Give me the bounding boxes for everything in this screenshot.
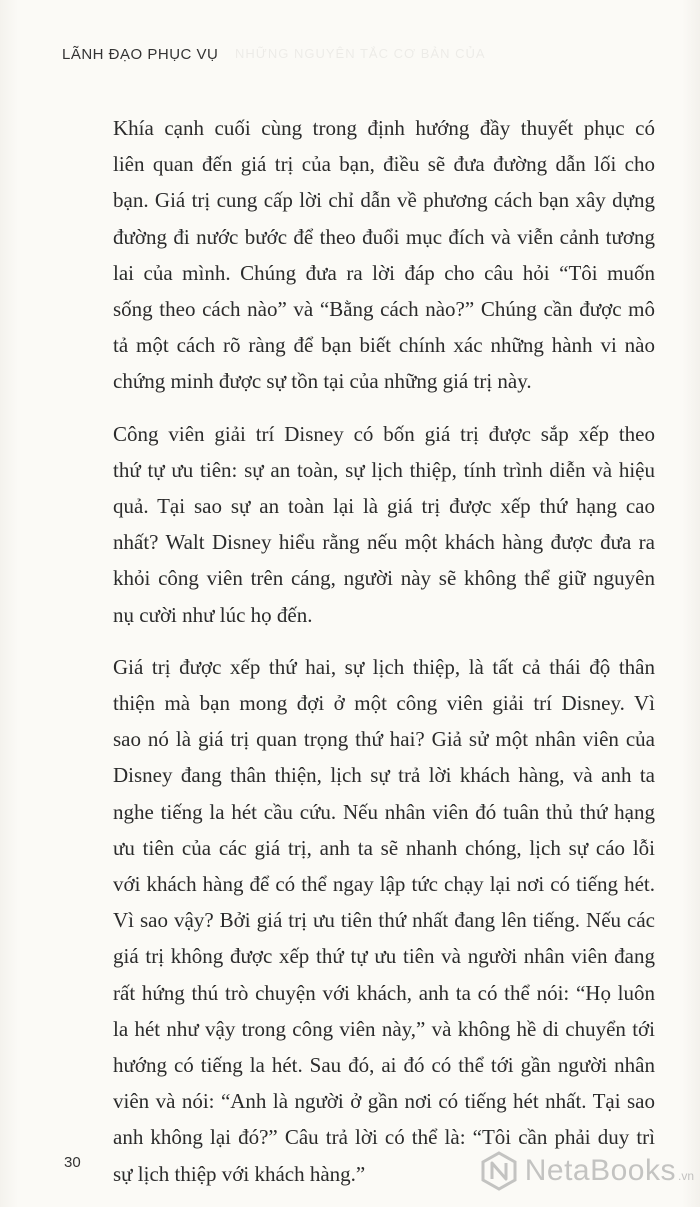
- text-line: nhất? Walt Disney hiểu rằng nếu một khách hàng được đưa ra: [113, 530, 655, 555]
- watermark: [479, 1151, 694, 1191]
- text-line: sống theo cách nào” và “Bằng cách nào?” Chúng cần được mô: [113, 297, 655, 322]
- text-line: Khía cạnh cuối cùng trong định hướng đầy thuyết phục có: [113, 116, 655, 140]
- text-line: tả một cách rõ ràng để bạn biết chính xác những hành vi nào: [113, 333, 655, 358]
- watermark-brand: NetaBooks: [524, 1154, 676, 1187]
- text-line: rất hứng thú trò chuyện với khách, anh ta có thể nói: “Họ luôn: [113, 980, 655, 1005]
- text-line: lai của mình. Chúng đưa ra lời đáp cho câu hỏi “Tôi muốn: [113, 260, 655, 285]
- text-line: Công viên giải trí Disney có bốn giá trị được sắp xếp theo: [113, 421, 655, 446]
- text-line: giá trị không được xếp thứ tự ưu tiên và người nhân viên đang: [113, 944, 655, 969]
- text-line: viên và nói: “Anh là người ở gần nơi có tiếng hét nhất. Tại sao: [113, 1089, 655, 1114]
- paragraph-1: [69, 110, 655, 400]
- text-line: bạn. Giá trị cung cấp lời chỉ dẫn về phương cách bạn xây dựng: [113, 188, 655, 213]
- text-line: sự lịch thiệp với khách hàng.”: [113, 1161, 366, 1186]
- text-line: sao nó là giá trị quan trọng thứ hai? Giả sử một nhân viên của: [113, 727, 655, 752]
- bleed-through-text: NHỮNG NGUYÊN TẮC CƠ BẢN CỦA: [235, 46, 486, 61]
- text-line: thiện mà bạn mong đợi ở một công viên giải trí Disney. Vì: [113, 691, 655, 716]
- text-line: với khách hàng để có thể ngay lập tức chạy lại nơi có tiếng hét.: [113, 872, 655, 897]
- text-line: đường đi nước bước để theo đuổi mục đích và viễn cảnh tương: [113, 224, 655, 249]
- paragraph-2: [69, 416, 655, 633]
- text-line: liên quan đến giá trị của bạn, điều sẽ đưa đường dẫn lối cho: [113, 152, 655, 177]
- text-line: Vì sao vậy? Bởi giá trị ưu tiên thứ nhất đang lên tiếng. Nếu các: [113, 908, 655, 933]
- text-line: anh không lại đó?” Câu trả lời có thể là: “Tôi cần phải duy trì: [113, 1125, 655, 1150]
- page-number: 30: [64, 1154, 81, 1171]
- paragraph-3: [69, 649, 655, 1192]
- text-line: khỏi công viên trên cáng, người này sẽ không thể giữ nguyên: [113, 566, 655, 591]
- text-line: nghe tiếng la hét cầu cứu. Nếu nhân viên đó tuân thủ thứ hạng: [113, 799, 655, 824]
- text-line: thứ tự ưu tiên: sự an toàn, sự lịch thiệp, tính trình diễn và hiệu: [113, 457, 655, 482]
- text-line: nụ cười như lúc họ đến.: [113, 602, 313, 627]
- text-line: hướng có tiếng la hét. Sau đó, ai đó có thể tới gần người nhân: [113, 1053, 655, 1078]
- text-line: Giá trị được xếp thứ hai, sự lịch thiệp, là tất cả thái độ thân: [113, 654, 655, 679]
- body-text: [69, 110, 655, 1192]
- text-line: quả. Tại sao sự an toàn lại là giá trị được xếp thứ hạng cao: [113, 494, 655, 519]
- text-line: ưu tiên của các giá trị, anh ta sẽ nhanh chóng, lịch sự cáo lỗi: [113, 835, 655, 860]
- running-header: LÃNH ĐẠO PHỤC VỤ: [62, 46, 219, 63]
- watermark-tld: .vn: [677, 1169, 694, 1183]
- hexagon-n-logo-icon: [479, 1151, 519, 1191]
- text-line: chứng minh được sự tồn tại của những giá trị này.: [113, 369, 532, 394]
- text-line: Disney đang thân thiện, lịch sự trả lời khách hàng, và anh ta: [113, 763, 655, 788]
- text-line: la hét như vậy trong công viên này,” và không hề di chuyển tới: [113, 1016, 655, 1041]
